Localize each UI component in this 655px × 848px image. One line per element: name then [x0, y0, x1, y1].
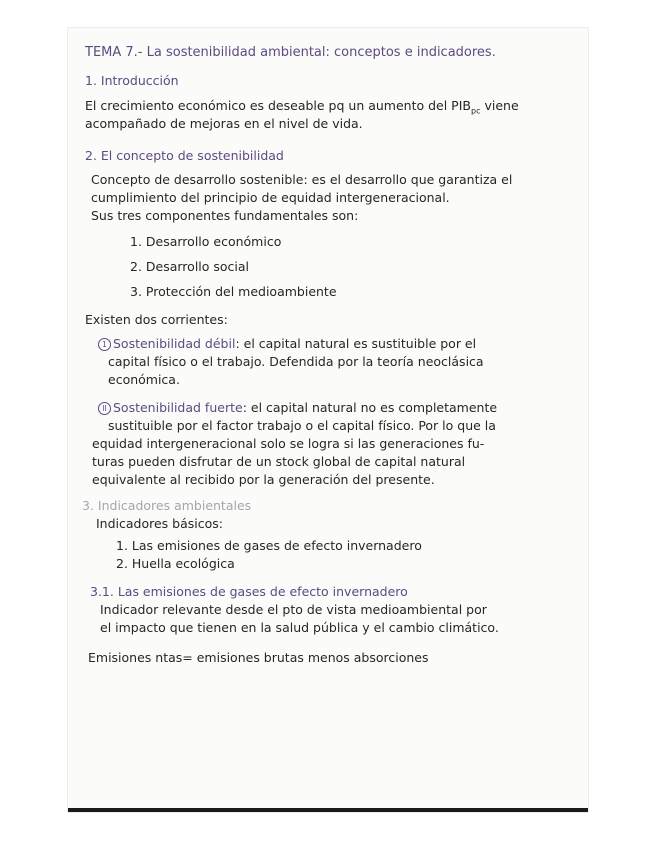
strong-sustainability-line-1: [98, 400, 497, 416]
net-emissions-line: [88, 650, 429, 666]
circled-number-2: II: [98, 402, 111, 415]
circled-number-1: 1: [98, 338, 111, 351]
strong-sustainability-line-3: equidad intergeneracional solo se logra si las generaciones fu-: [92, 436, 485, 451]
section-2-heading: 2. El concepto de sostenibilidad: [85, 148, 284, 163]
emissions-line-1: Indicador relevante desde el pto de vista medioambiental por: [100, 602, 487, 617]
section-3-heading: 3. Indicadores ambientales: [82, 498, 252, 513]
weak-sustainability-label: Sostenibilidad débil: [113, 336, 236, 351]
emissions-line-2: el impacto que tienen en la salud pública y el cambio climático.: [100, 620, 499, 635]
intro-line-2: acompañado de mejoras en el nivel de vida.: [85, 116, 363, 131]
basic-indicator-item: 1. Las emisiones de gases de efecto invernadero: [116, 538, 422, 553]
strong-sustainability-line-2: sustituible por el factor trabajo o el capital físico. Por lo que la: [108, 418, 496, 433]
net-emissions-text: = emisiones brutas menos absorciones: [182, 650, 429, 665]
strong-sustainability-text: : el capital natural no es completamente: [242, 400, 498, 415]
section-1-heading: 1. Introducción: [85, 73, 179, 88]
definition-line-3: Sus tres componentes fundamentales son:: [91, 208, 359, 223]
weak-sustainability-line-3: económica.: [108, 372, 180, 387]
basic-indicators-intro: Indicadores básicos:: [96, 516, 223, 531]
component-item: 1. Desarrollo económico: [130, 234, 282, 249]
weak-sustainability-text: : el capital natural es sustituible por el: [235, 336, 477, 351]
component-item: 3. Protección del medioambiente: [130, 284, 337, 299]
intro-text-end: viene: [480, 98, 519, 113]
notebook-page: [68, 28, 588, 812]
strong-sustainability-line-4: turas pueden disfrutar de un stock global de capital natural: [92, 454, 466, 469]
component-item: 2. Desarrollo social: [130, 259, 250, 274]
section-3-1-heading: 3.1. Las emisiones de gases de efecto invernadero: [90, 584, 408, 599]
strong-sustainability-line-5: equivalente al recibido por la generación del presente.: [92, 472, 435, 487]
intro-text-part: El crecimiento económico es deseable pq un aumento del PIB: [85, 98, 471, 113]
page-title: TEMA 7.- La sostenibilidad ambiental: conceptos e indicadores.: [85, 45, 496, 60]
definition-line-2: cumplimiento del principio de equidad intergeneracional.: [91, 190, 450, 205]
weak-sustainability-line-1: [98, 336, 476, 352]
pib-subscript: pc: [471, 106, 481, 116]
net-emissions-label: Emisiones ntas: [88, 650, 183, 665]
weak-sustainability-line-2: capital físico o el trabajo. Defendida por la teoría neoclásica: [108, 354, 484, 369]
currents-intro: Existen dos corrientes:: [85, 312, 228, 327]
definition-line-1: Concepto de desarrollo sostenible: es el desarrollo que garantiza el: [91, 172, 513, 187]
strong-sustainability-label: Sostenibilidad fuerte: [113, 400, 243, 415]
basic-indicator-item: 2. Huella ecológica: [116, 556, 235, 571]
